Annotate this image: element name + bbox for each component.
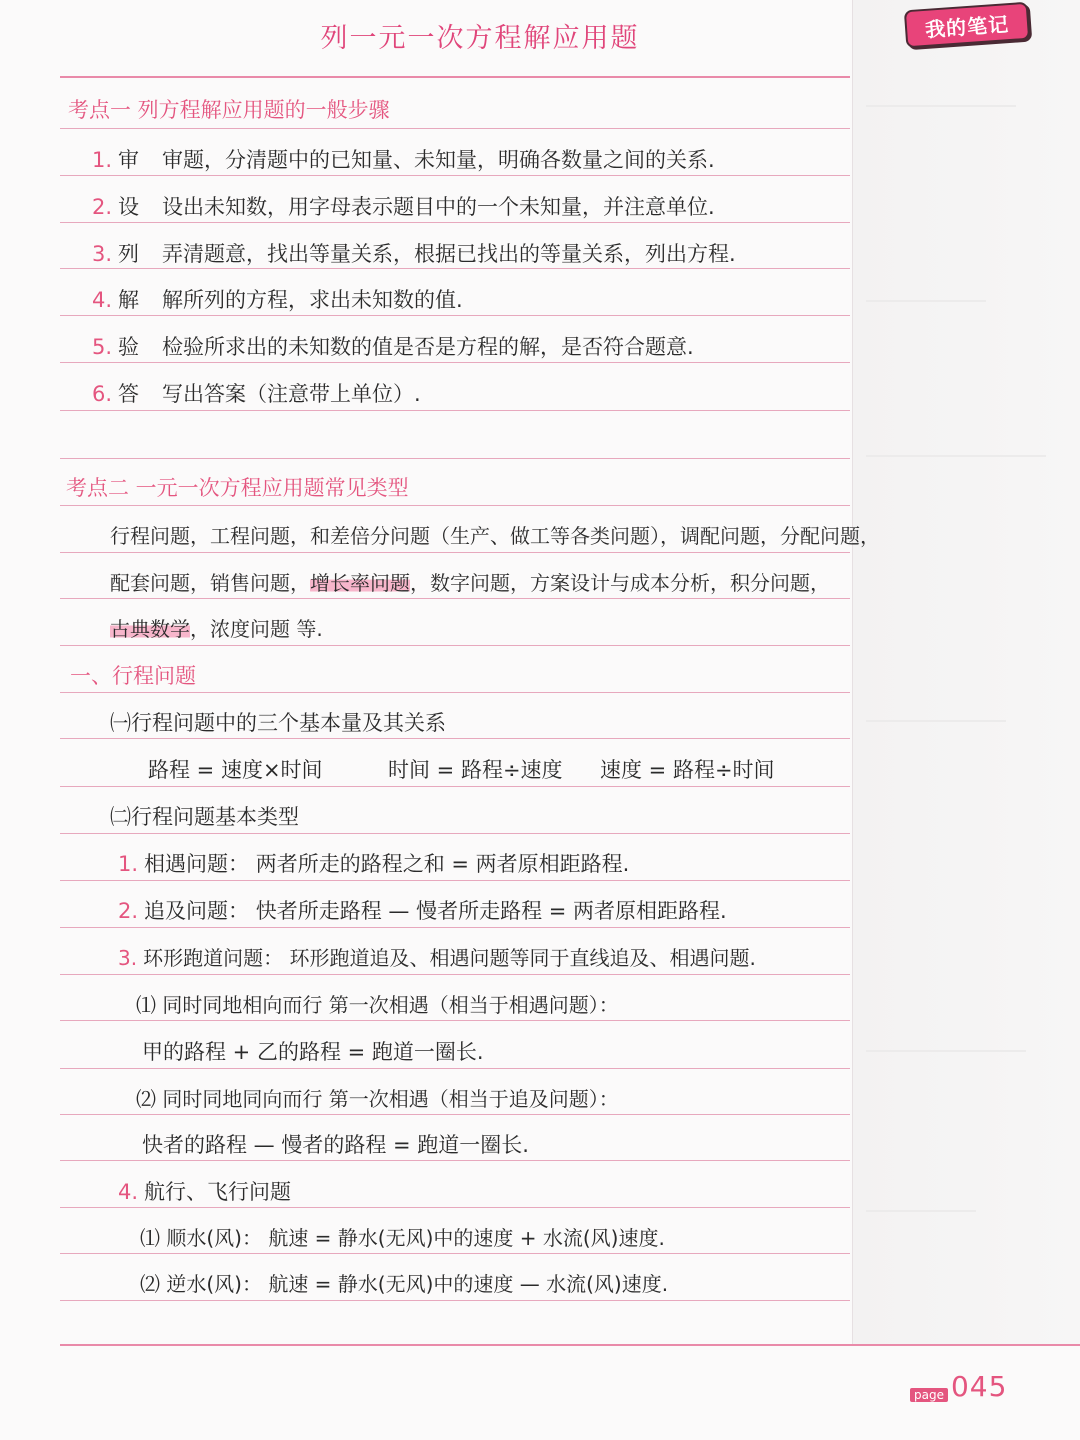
step-text: 审题，分清题中的已知量、未知量，明确各数量之间的关系. bbox=[162, 148, 715, 172]
item-text: 相遇问题： 两者所走的路程之和 = 两者原相距路程. bbox=[144, 852, 630, 876]
step-number: 2. bbox=[92, 195, 113, 219]
travel-heading: 一、行程问题 bbox=[70, 664, 196, 688]
step-number: 5. bbox=[92, 335, 113, 359]
highlighted-type: 古典数学 bbox=[110, 617, 190, 641]
item-number: 1. bbox=[118, 852, 139, 876]
step-4 bbox=[92, 286, 463, 314]
types-line-1: 行程问题，工程问题，和差倍分问题（生产、做工等各类问题），调配问题，分配问题， bbox=[110, 524, 880, 548]
step-1 bbox=[92, 146, 715, 174]
sailing-downstream: ⑴ 顺水(风)： 航速 = 静水(无风)中的速度 + 水流(风)速度. bbox=[140, 1226, 665, 1250]
formula-distance: 路程 = 速度×时间 bbox=[148, 758, 323, 782]
highlighted-type: 增长率问题 bbox=[310, 571, 410, 595]
step-number: 6. bbox=[92, 382, 113, 406]
step-2 bbox=[92, 193, 715, 221]
step-key: 审 bbox=[118, 148, 140, 172]
bleed-line bbox=[866, 455, 1046, 457]
ring-case-1: ⑴ 同时同地相向而行 第一次相遇（相当于相遇问题）： bbox=[136, 993, 619, 1017]
item-number: 3. bbox=[118, 946, 138, 970]
my-notes-badge: 我的笔记 bbox=[904, 2, 1030, 49]
bleed-line bbox=[866, 1050, 1026, 1052]
step-key: 列 bbox=[118, 242, 140, 266]
step-text: 设出未知数，用字母表示题目中的一个未知量，并注意单位. bbox=[162, 195, 715, 219]
step-text: 写出答案（注意带上单位）. bbox=[162, 382, 421, 406]
travel-sub1: ㈠行程问题中的三个基本量及其关系 bbox=[110, 711, 446, 735]
formula-time: 时间 = 路程÷速度 bbox=[388, 758, 563, 782]
step-text: 弄清题意，找出等量关系，根据已找出的等量关系，列出方程. bbox=[162, 242, 736, 266]
step-number: 4. bbox=[92, 288, 113, 312]
step-number: 3. bbox=[92, 242, 113, 266]
types-text: ，浓度问题 等. bbox=[190, 617, 323, 641]
travel-sub2: ㈡行程问题基本类型 bbox=[110, 805, 299, 829]
formula-speed: 速度 = 路程÷时间 bbox=[600, 758, 775, 782]
item-text: 追及问题： 快者所走路程 — 慢者所走路程 = 两者原相距路程. bbox=[144, 899, 727, 923]
travel-item-4 bbox=[118, 1178, 291, 1206]
types-line-2 bbox=[110, 569, 830, 597]
travel-item-2 bbox=[118, 897, 727, 925]
step-5 bbox=[92, 333, 694, 361]
step-6 bbox=[92, 380, 421, 408]
page-number-value: 045 bbox=[950, 1370, 1008, 1403]
travel-item-1 bbox=[118, 850, 629, 878]
step-key: 设 bbox=[118, 195, 140, 219]
sailing-upstream: ⑵ 逆水(风)： 航速 = 静水(无风)中的速度 — 水流(风)速度. bbox=[140, 1272, 669, 1296]
bleed-line bbox=[866, 300, 986, 302]
page-title: 列一元一次方程解应用题 bbox=[320, 23, 640, 54]
bleed-line bbox=[866, 720, 1006, 722]
step-key: 解 bbox=[118, 288, 140, 312]
bleed-line bbox=[866, 105, 1016, 107]
step-3 bbox=[92, 240, 736, 268]
step-key: 验 bbox=[118, 335, 140, 359]
item-number: 4. bbox=[118, 1180, 139, 1204]
facing-page-strip bbox=[852, 0, 1080, 1345]
item-text: 航行、飞行问题 bbox=[144, 1180, 292, 1204]
types-text: ，数字问题，方案设计与成本分析，积分问题， bbox=[410, 571, 830, 595]
bottom-rule bbox=[60, 1344, 1080, 1346]
types-text: 配套问题，销售问题， bbox=[110, 571, 310, 595]
item-number: 2. bbox=[118, 899, 139, 923]
bleed-line bbox=[866, 1210, 976, 1212]
item-text: 环形跑道问题： 环形跑道追及、相遇问题等同于直线追及、相遇问题. bbox=[143, 946, 756, 970]
ring-case-1-formula: 甲的路程 + 乙的路程 = 跑道一圈长. bbox=[142, 1040, 484, 1064]
step-number: 1. bbox=[92, 148, 113, 172]
page-number bbox=[910, 1372, 1007, 1402]
page-label: page bbox=[910, 1388, 948, 1402]
ring-case-2: ⑵ 同时同地同向而行 第一次相遇（相当于追及问题）： bbox=[136, 1087, 619, 1111]
step-text: 检验所求出的未知数的值是否是方程的解，是否符合题意. bbox=[162, 335, 694, 359]
travel-item-3 bbox=[118, 944, 756, 972]
ring-case-2-formula: 快者的路程 — 慢者的路程 = 跑道一圈长. bbox=[142, 1133, 529, 1157]
step-key: 答 bbox=[118, 382, 140, 406]
step-text: 解所列的方程，求出未知数的值. bbox=[162, 288, 463, 312]
section2-heading: 考点二 一元一次方程应用题常见类型 bbox=[66, 476, 409, 500]
section1-heading: 考点一 列方程解应用题的一般步骤 bbox=[68, 98, 390, 122]
types-line-3 bbox=[110, 615, 323, 643]
